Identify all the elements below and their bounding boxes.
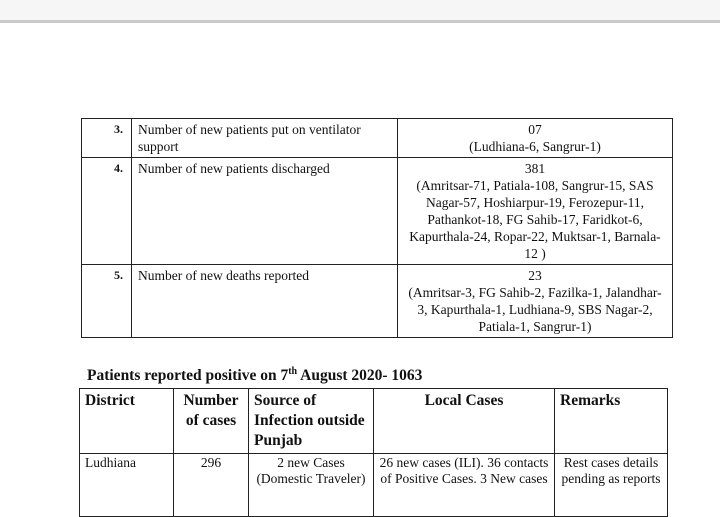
table-row bbox=[82, 158, 673, 265]
header-remarks: Remarks bbox=[555, 389, 668, 454]
row-description: Number of new patients put on ventilator support bbox=[132, 119, 398, 158]
table-row bbox=[80, 454, 668, 517]
table-header-row bbox=[80, 389, 668, 454]
row-detail: (Amritsar-71, Patiala-108, Sangrur-15, SAS Nagar-57, Hoshiarpur-19, Ferozepur-11, Pathankot-18, FG Sahib-17, Faridkot-6, Kapurthala-24, Ropar-22, Muktsar-1, Barnala-12 ) bbox=[409, 178, 661, 261]
row-detail: (Amritsar-3, FG Sahib-2, Fazilka-1, Jalandhar-3, Kapurthala-1, Ludhiana-9, SBS Nagar-2, Patiala-1, Sangrur-1) bbox=[408, 285, 662, 334]
remarks-cell: Rest cases details pending as reports bbox=[555, 454, 668, 517]
row-value: 07 bbox=[528, 122, 542, 137]
top-band bbox=[0, 0, 720, 20]
row-value: 381 bbox=[524, 161, 546, 176]
row-description: Number of new deaths reported bbox=[132, 265, 398, 338]
bulletin-summary-table bbox=[81, 118, 673, 338]
serial-number: 4. bbox=[82, 158, 132, 265]
district-cell: Ludhiana bbox=[80, 454, 174, 517]
heading-prefix: Patients reported positive on 7 bbox=[87, 367, 289, 385]
heading-suffix: August 2020- 1063 bbox=[297, 367, 423, 385]
district-cases-table bbox=[79, 388, 668, 517]
header-number-of-cases: Number of cases bbox=[174, 389, 249, 454]
section-heading bbox=[87, 366, 422, 385]
heading-sup: th bbox=[288, 366, 298, 377]
row-value-cell bbox=[398, 265, 673, 338]
header-local-cases: Local Cases bbox=[374, 389, 555, 454]
table-row bbox=[82, 265, 673, 338]
number-cell: 296 bbox=[174, 454, 249, 517]
row-value-cell bbox=[398, 158, 673, 265]
local-cases-cell: 26 new cases (ILI). 36 contacts of Positive Cases. 3 New cases bbox=[374, 454, 555, 517]
header-source-of-infection: Source of Infection outside Punjab bbox=[249, 389, 374, 454]
row-value: 23 bbox=[528, 268, 542, 283]
serial-number: 5. bbox=[82, 265, 132, 338]
serial-number: 3. bbox=[82, 119, 132, 158]
page-separator bbox=[0, 20, 720, 23]
row-value-cell bbox=[398, 119, 673, 158]
row-detail: (Ludhiana-6, Sangrur-1) bbox=[469, 139, 601, 154]
row-description: Number of new patients discharged bbox=[132, 158, 398, 265]
header-district: District bbox=[80, 389, 174, 454]
source-cell: 2 new Cases (Domestic Traveler) bbox=[249, 454, 374, 517]
table-row bbox=[82, 119, 673, 158]
